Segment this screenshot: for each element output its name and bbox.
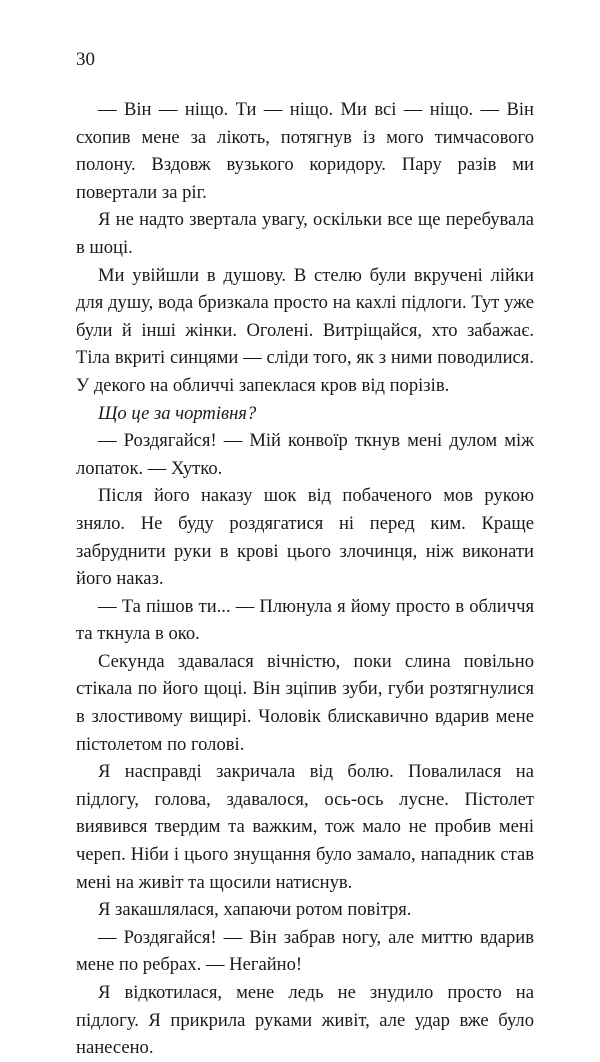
- paragraph-8: Секунда здавалася вічністю, поки слина повільно стікала по його щоці. Він зціпив зуби, губи розтягнулися в злостивому вищирі. Чоловік блискавично вдарив мене пістолетом по голові.: [76, 650, 534, 755]
- page-number: 30: [76, 49, 95, 70]
- paragraph-7: — Та пішов ти... — Плюнула я йому просто в обличчя та ткнула в око.: [76, 595, 534, 645]
- paragraph-6: Після його наказу шок від побаченого мов рукою зняло. Не буду роздягатися ні перед ким. Краще забруднити руки в крові цього злочинця, ніж виконати його наказ.: [76, 485, 534, 590]
- paragraph-11: — Роздягайся! — Він забрав ногу, але миттю вдарив мене по ребрах. — Негайно!: [76, 926, 534, 976]
- paragraph-2: Я не надто звертала увагу, оскільки все ще перебувала в шоці.: [76, 209, 534, 258]
- paragraph-9: Я насправді закричала від болю. Повалилася на підлогу, голова, здавалося, ось-ось лусне. Пістолет виявився твердим та важким, тож мало не пробив мені череп. Ніби і цього знущання було замало, нападник став мені на живіт та щосили натиснув.: [76, 761, 534, 893]
- paragraph-3: Ми увійшли в душову. В стелю були вкручені лійки для душу, вода бризкала просто на кахлі підлоги. Тут уже були й інші жінки. Оголені. Витріщайся, хто забажає. Тіла вкриті синцями — сліди того, як з ними поводилися. У декого на обличчі запеклася кров від порізів.: [76, 264, 534, 396]
- paragraph-12: Я відкотилася, мене ледь не знудило просто на підлогу. Я прикрила руками живіт, але удар вже було нанесено.: [76, 982, 534, 1059]
- paragraph-5: — Роздягайся! — Мій конвоїр ткнув мені дулом між лопаток. — Хутко.: [76, 430, 534, 479]
- body-text: [76, 96, 534, 1062]
- paragraph-10: Я закашлялася, хапаючи ротом повітря.: [98, 899, 412, 921]
- paragraph-4-italic-thought: Що це за чортівня?: [98, 402, 257, 424]
- paragraph-1: — Він — ніщо. Ти — ніщо. Ми всі — ніщо. — Він схопив мене за лікоть, потягнув із мого тимчасового полону. Вздовж вузького коридору. Пару разів ми повертали за ріг.: [76, 99, 534, 203]
